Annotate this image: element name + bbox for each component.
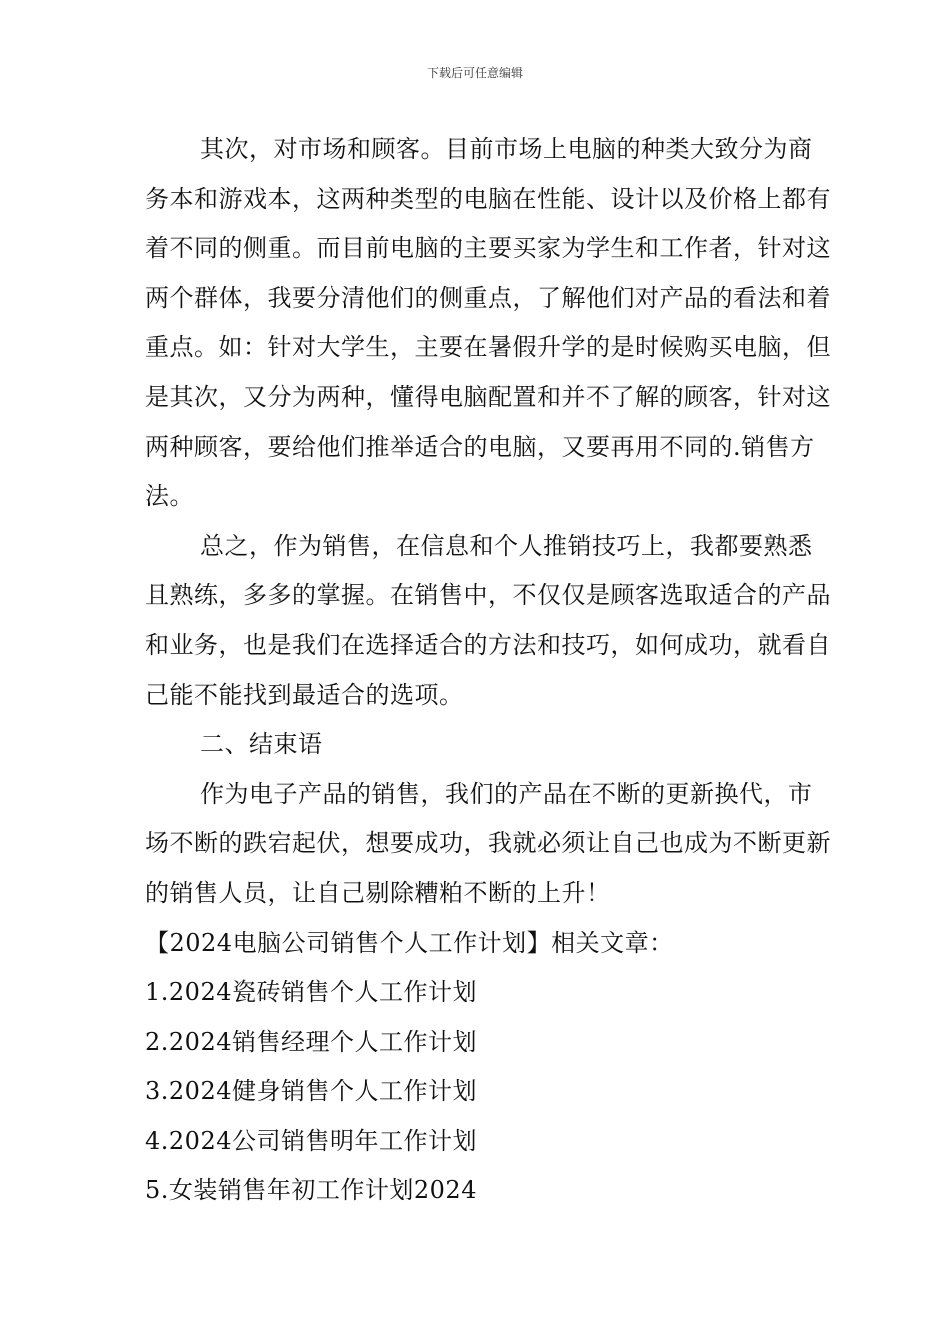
related-article-link[interactable]: 4.2024公司销售明年工作计划 [145, 1126, 477, 1155]
related-article-link[interactable]: 2.2024销售经理个人工作计划 [145, 1027, 477, 1056]
paragraph-conclusion: 作为电子产品的销售，我们的产品在不断的更新换代，市场不断的跌宕起伏，想要成功，我就必须让自己也成为不断更新的销售人员，让自己剔除糟粕不断的上升！ [145, 779, 831, 907]
document-body [145, 125, 835, 1216]
paragraph-summary: 总之，作为销售，在信息和个人推销技巧上，我都要熟悉且熟练，多多的掌握。在销售中，不仅仅是顾客选取适合的产品和业务，也是我们在选择适合的方法和技巧，如何成功，就看自己能不能找到最适合的选项。 [145, 531, 831, 709]
paragraph-market-customers: 其次，对市场和顾客。目前市场上电脑的种类大致分为商务本和游戏本，这两种类型的电脑在性能、设计以及价格上都有着不同的侧重。而目前电脑的主要买家为学生和工作者，针对这两个群体，我要分清他们的侧重点，了解他们对产品的看法和着重点。如：针对大学生，主要在暑假升学的是时候购买电脑，但是其次，又分为两种，懂得电脑配置和并不了解的顾客，针对这两种顾客，要给他们推举适合的电脑，又要再用不同的.销售方法。 [145, 135, 831, 511]
page-header: 下载后可任意编辑 [426, 66, 523, 80]
related-article-link[interactable]: 3.2024健身销售个人工作计划 [145, 1077, 477, 1106]
related-article-link[interactable]: 5.女装销售年初工作计划2024 [145, 1176, 477, 1205]
related-articles-heading: 【2024电脑公司销售个人工作计划】相关文章： [145, 928, 674, 957]
related-article-link[interactable]: 1.2024瓷砖销售个人工作计划 [145, 978, 477, 1007]
section-title-conclusion: 二、结束语 [200, 730, 323, 759]
